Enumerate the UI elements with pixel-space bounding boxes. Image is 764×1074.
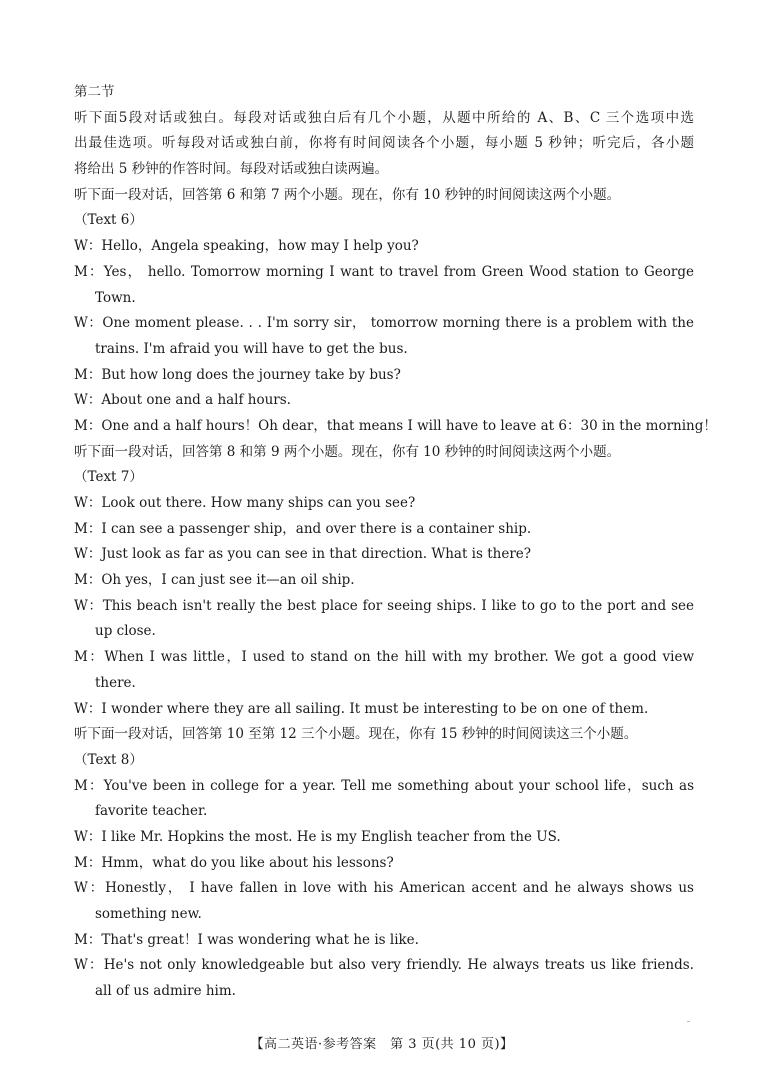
dialogue-line <box>74 671 694 697</box>
dialogue-line <box>74 902 694 928</box>
dialogue-text: favorite teacher. <box>95 803 208 820</box>
speaker-label: M： <box>74 520 102 537</box>
speaker-label: M： <box>74 572 102 589</box>
speaker-label: M： <box>74 649 105 666</box>
speaker-label: M： <box>74 366 102 383</box>
dialogue-text: trains. I'm afraid you will have to get the bus. <box>95 340 408 357</box>
instruction-line-2: 出最佳选项。听每段对话或独白前，你将有时间阅读各个小题，每小题 5 秒钟；听完后，各小题 <box>74 135 694 152</box>
dialogue-text: Town. <box>95 289 136 306</box>
text-prompt: 听下面一段对话，回答第 6 和第 7 两个小题。现在，你有 10 秒钟的时间阅读这两个小题。 <box>74 186 621 203</box>
dialogue-text: When I was little，I used to stand on the hill with my brother. We got a good view <box>104 649 694 666</box>
speaker-label: W： <box>74 392 102 409</box>
dialogue-line <box>74 388 694 414</box>
dialogue-text: Look out there. How many ships can you see? <box>101 495 416 511</box>
dialogue-line <box>74 234 694 260</box>
speaker-label: M： <box>74 417 102 434</box>
speaker-label: W： <box>74 546 102 563</box>
dialogue-text: Honestly， I have fallen in love with his American accent and he always shows us <box>105 880 694 897</box>
dialogue-text: up close. <box>95 623 156 640</box>
page-footer: 【高二英语·参考答案 第 3 页(共 10 页)】 <box>250 1037 514 1052</box>
dialogue-line <box>74 697 694 723</box>
dialogue-text: This beach isn't really the best place for seeing ships. I like to go to the port and see <box>102 597 694 614</box>
dialogue-line <box>74 542 694 568</box>
speaker-label: W： <box>74 495 102 511</box>
dialogue-line <box>74 774 694 800</box>
dialogue-text: One moment please. . . I'm sorry sir， tomorrow morning there is a problem with the <box>102 315 694 332</box>
dialogue-text: I can see a passenger ship，and over there is a container ship. <box>101 520 532 537</box>
scan-mark <box>687 1021 690 1022</box>
speaker-label: W： <box>74 315 103 332</box>
dialogue-line <box>74 363 694 389</box>
dialogue-line <box>74 979 694 1005</box>
dialogue-text: But how long does the journey take by bus? <box>101 366 401 383</box>
page-content <box>74 80 717 1005</box>
text-label: （Text 6） <box>74 212 143 229</box>
dialogue-line <box>74 491 694 517</box>
dialogue-text: all of us admire him. <box>95 983 236 1000</box>
dialogue-texts <box>74 183 717 1005</box>
dialogue-text: there. <box>95 674 136 691</box>
text-prompt: 听下面一段对话，回答第 10 至第 12 三个小题。现在，你有 15 秒钟的时间阅读这三个小题。 <box>74 726 638 743</box>
speaker-label: W： <box>74 597 103 614</box>
speaker-label: W： <box>74 957 104 974</box>
dialogue-line <box>74 619 694 645</box>
dialogue-line <box>74 799 694 825</box>
dialogue-line <box>74 311 694 337</box>
speaker-label: M： <box>74 777 104 794</box>
dialogue-text: He's not only knowledgeable but also very friendly. He always treats us like friends. <box>103 957 694 974</box>
speaker-label: W： <box>74 880 106 897</box>
text-label: （Text 8） <box>74 751 143 768</box>
dialogue-line <box>74 568 694 594</box>
instruction-line-3: 将给出 5 秒钟的作答时间。每段对话或独白读两遍。 <box>74 161 389 178</box>
dialogue-text: You've been in college for a year. Tell me something about your school life，such as <box>103 777 694 794</box>
dialogue-line <box>74 645 694 671</box>
dialogue-line <box>74 851 694 877</box>
dialogue-line <box>74 953 694 979</box>
dialogue-line <box>74 286 694 312</box>
text-label: （Text 7） <box>74 469 143 486</box>
speaker-label: W： <box>74 700 102 717</box>
dialogue-line <box>74 876 694 902</box>
speaker-label: W： <box>74 828 102 845</box>
speaker-label: W： <box>74 238 102 255</box>
speaker-label: M： <box>74 854 102 871</box>
dialogue-text: About one and a half hours. <box>101 392 291 409</box>
text-prompt: 听下面一段对话，回答第 8 和第 9 两个小题。现在，你有 10 秒钟的时间阅读这两个小题。 <box>74 443 621 460</box>
dialogue-line <box>74 825 694 851</box>
speaker-label: M： <box>74 263 104 280</box>
dialogue-text: Oh yes，I can just see it—an oil ship. <box>101 572 355 589</box>
dialogue-text: something new. <box>95 906 202 922</box>
dialogue-line <box>74 594 694 620</box>
instruction-line-1: 听下面5段对话或独白。每段对话或独白后有几个小题，从题中所给的 A、B、C 三个选项中选 <box>74 109 694 126</box>
dialogue-line <box>74 337 694 363</box>
speaker-label: M： <box>74 931 102 948</box>
section-title: 第二节 <box>74 84 115 100</box>
dialogue-line <box>74 517 694 543</box>
dialogue-line <box>74 260 694 286</box>
dialogue-text: Hello，Angela speaking，how may I help you? <box>101 238 419 255</box>
dialogue-text: That's great！I was wondering what he is like. <box>101 931 419 948</box>
dialogue-text: I wonder where they are all sailing. It must be interesting to be on one of them. <box>101 700 649 717</box>
dialogue-line <box>74 928 694 954</box>
dialogue-text: Just look as far as you can see in that direction. What is there? <box>101 546 532 563</box>
dialogue-text: Hmm，what do you like about his lessons? <box>101 854 394 871</box>
dialogue-text: I like Mr. Hopkins the most. He is my English teacher from the US. <box>101 828 561 845</box>
dialogue-text: One and a half hours！Oh dear，that means I will have to leave at 6：30 in the morning！ <box>101 417 717 434</box>
dialogue-line <box>74 414 717 440</box>
dialogue-text: Yes， hello. Tomorrow morning I want to travel from Green Wood station to George <box>103 263 694 280</box>
